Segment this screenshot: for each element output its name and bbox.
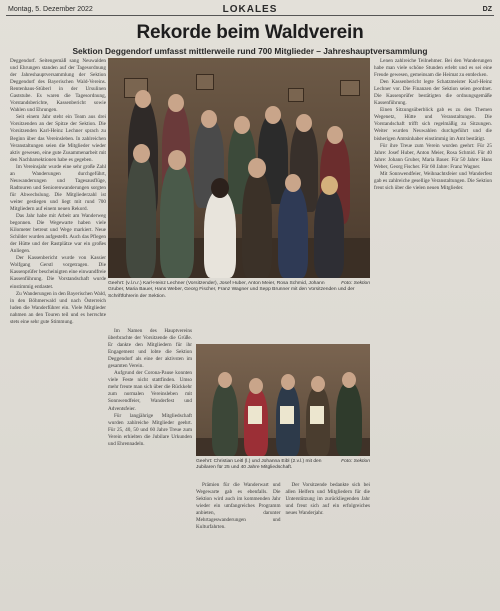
article-paragraph: Prämien für die Wanderwart und Wegewarte gab es ebenfalls. Die Sektion wird auch im kommenden Jahr wieder ein umfangreiches Programm anbieten, darunter Mehrtageswanderungen und Kulturfahrten. bbox=[196, 482, 281, 531]
article-paragraph: Deggendorf. Seitengemäß sang Neuwalden und Ehrungen standen auf der Tagesordnung der Jahreshauptversammlung der Sektion Deggendorf des Bayerischen Wald-Vereins. Rentenhaus-Stüberl in der Ursulinen Gaststube. Es waren die Tagesordnung, Vorstandsberichte, Kassenbericht sowie Wahlen und Ehrungen. bbox=[10, 58, 106, 114]
article-column-4 bbox=[374, 58, 492, 610]
article-paragraph: Der Vorsitzende bedankte sich bei allen Helfern und Mitgliedern für die Unterstützung im zurückliegenden Jahr und freut sich auf ein erfolgreiches neues Wanderjahr. bbox=[285, 482, 370, 517]
photo-caption-jubilee bbox=[196, 459, 370, 479]
article-paragraph: Für ihre Treue zum Verein wurden geehrt: Für 25 Jahre: Josef Huber, Anton Meier, Rosa Schmid. Für 40 Jahre: Johann Gruber, Maria Bauer. Für 50 Jahre: Hans Weber, Georg Fischer. Für 60 Jahre: Franz Wagner. bbox=[374, 142, 492, 170]
group-photo-main bbox=[108, 58, 370, 278]
caption-text: Geehrt: (v.l.n.r.) Karl-Heinz Lechner (Vorsitzender), Josef Huber, Anton Meier, Rosa Schmid, Johann Gruber, Maria Bauer, Hans Weber, Georg Fischer, Franz Wagner und Sepp Brunner mit den Vorsitzenden und der Schriftführerin der Sektion. bbox=[108, 281, 355, 299]
wall-picture bbox=[340, 80, 360, 96]
photo-credit: Foto: Sektion bbox=[341, 281, 370, 286]
section-title: LOKALES bbox=[222, 4, 278, 15]
photo-caption-main bbox=[108, 281, 370, 325]
wall-picture bbox=[196, 74, 214, 90]
article-paragraph: Zu Wanderungen in den Bayerischen Wald, in den Böhmerwald und nach Österreich luden die Wanderführer ein. Viele Mitglieder nahmen an den Touren teil und es herrschte stets eine sehr gute Stimmung. bbox=[10, 290, 106, 325]
article-column-1 bbox=[10, 58, 106, 610]
wall-picture bbox=[288, 88, 304, 102]
article-paragraph: Aufgrund der Corona-Pause konnten viele Feste nicht stattfinden. Umso mehr freute man sich über die Rückkehr zum normalen Vereinsleben mit Sonnwendfeier, Wanderfest und Adventsfeier. bbox=[108, 370, 192, 412]
article-paragraph: Im Vereinsjahr wurde eine sehr große Zahl an Wanderungen durchgeführt, Neuwanderungen und Tagesausflüge, Radtouren und Seniorenwanderungen sorgten für Abwechslung. Die Mitgliederzahl ist weiter gestiegen und liegt mit rund 700 Mitgliedern auf einem neuen Rekord. bbox=[10, 163, 106, 212]
article-paragraph: Lenen zahlreiche Teilnehmer. Bei den Wanderungen habe man viele schöne Stunden erlebt und es sei eine Freude gewesen, gemeinsam die Heimat zu entdecken. bbox=[374, 58, 492, 79]
article-paragraph: Das Jahr habe mit Arbeit am Wanderweg begonnen. Die Wegewarte haben viele Kilometer betreut und Wege markiert. Neue Schilder wurden aufgestellt. Auch das Pflegen der Hütte und der Rastplätze war ein großes Anliegen. bbox=[10, 213, 106, 255]
article-column-3 bbox=[196, 482, 370, 610]
article-paragraph: Der Kassenbericht wurde von Kassier Wolfgang Gerstl vorgetragen. Die Kassenprüfer bescheinigten eine einwandfreie Kassenführung. Die Vorstandschaft wurde einstimmig entlastet. bbox=[10, 255, 106, 290]
article-paragraph: Einen Sitzungsüberblick gab es zu den Themen Wegenetz, Hütte und Veranstaltungen. Die Vorstandschaft trifft sich regelmäßig zu Sitzungen. Weiter wurden Neuwahlen durchgeführt und die bisherigen Amtsinhaber einstimmig im Amt bestätigt. bbox=[374, 107, 492, 142]
article-paragraph: Den Kassenbericht legte Schatzmeister Karl-Heinz Lechner vor. Die Finanzen der Sektion seien geordnet. Die Kassenprüfer bestätigten die ordnungsgemäße Kassenführung. bbox=[374, 79, 492, 107]
article-paragraph: Mit Sonnwendfeier, Weihnachtsfeier und Wanderfest gab es zahlreiche gesellige Veranstaltungen. Die Sektion freut sich über die vielen neuen Mitglieder. bbox=[374, 170, 492, 191]
article-column-2 bbox=[108, 328, 192, 610]
paper-logo: DZ bbox=[482, 6, 492, 13]
article-paragraph: Im Namen des Hauptvereins überbrachte der Vorsitzende die Grüße. Er dankte den Mitgliedern für ihr Engagement und lobte die Sektion Deggendorf als eine der aktivsten im gesamten Verein. bbox=[108, 328, 192, 370]
photo-credit: Foto: Sektion bbox=[341, 459, 370, 464]
caption-text: Geehrt: Christian Leitl (l.) und Johanna Eibl (2.v.l.) mit den Jubilaren für 25 und 40 Jahre Mitgliedschaft. bbox=[196, 459, 322, 471]
subheadline: Sektion Deggendorf umfasst mittlerweile rund 700 Mitglieder – Jahreshauptversammlung bbox=[72, 46, 428, 56]
issue-date: Montag, 5. Dezember 2022 bbox=[8, 6, 93, 13]
article-paragraph: Seit einem Jahr steht ein Team aus drei Vorsitzenden an der Spitze der Sektion. Die Vorsitzenden Karl-Heinz Lechner sprach zu Beginn über das Vereinsleben. In zahlreichen Veranstaltungen seien die Mitglieder wieder aktiv gewesen, eine gute Zusammenarbeit mit den Nachbarsektionen habe es gegeben. bbox=[10, 114, 106, 163]
headline: Rekorde beim Waldverein bbox=[136, 22, 364, 43]
article-paragraph: Für langjährige Mitgliedschaft wurden zahlreiche Mitglieder geehrt. Für 25, 40, 50 und 60 Jahre Treue zum Verein erhielten die Jubilare Urkunden und Ehrennadeln. bbox=[108, 412, 192, 447]
masthead bbox=[6, 4, 494, 16]
group-photo-jubilee bbox=[196, 344, 370, 456]
